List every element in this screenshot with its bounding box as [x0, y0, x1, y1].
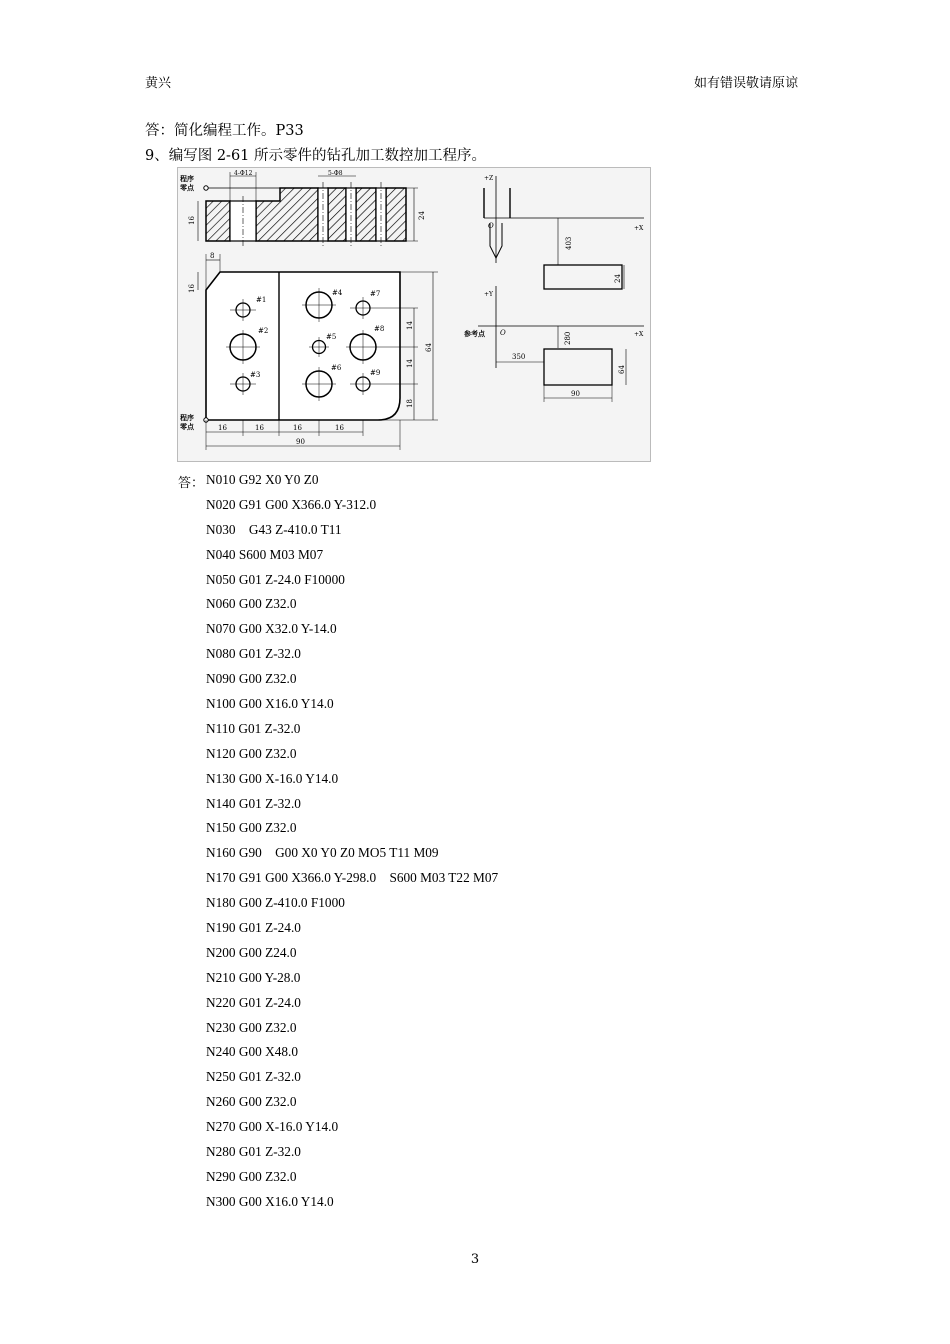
code-line: N050 G01 Z-24.0 F10000 [206, 571, 345, 587]
dim-14-b: 14 [406, 359, 414, 368]
dim-w4: 16 [335, 424, 344, 432]
page-number: 3 [470, 1252, 480, 1267]
code-line: N170 G91 G00 X366.0 Y-298.0 S600 M03 T22 M07 [206, 870, 499, 886]
dim-90-side: 90 [571, 390, 580, 398]
axis-plus-y: +Y [484, 291, 493, 298]
code-line: N290 G00 Z32.0 [206, 1168, 297, 1184]
dim-w1: 16 [218, 424, 227, 432]
code-line: N080 G01 Z-32.0 [206, 646, 301, 662]
xy-coordinate-view [478, 286, 644, 402]
dim-24-side: 24 [614, 274, 622, 283]
dim-90: 90 [296, 438, 305, 446]
code-line: N150 G00 Z32.0 [206, 820, 297, 836]
code-line: N220 G01 Z-24.0 [206, 994, 301, 1010]
dim-24-top: 24 [418, 211, 426, 220]
hole-7-label: #7 [370, 290, 381, 298]
hole-4-label: #4 [332, 289, 343, 297]
code-line: N060 G00 Z32.0 [206, 596, 297, 612]
dim-403: 403 [565, 236, 573, 250]
dim-16-chamfer: 16 [188, 284, 196, 293]
dim-4-phi12: 4-Φ12 [234, 170, 253, 177]
origin-tag-top: 程序 [180, 174, 194, 183]
code-line: N090 G00 Z32.0 [206, 671, 297, 687]
answer-prefix: 答： [178, 476, 205, 491]
code-line: N280 G01 Z-32.0 [206, 1144, 301, 1160]
hole-6-label: #6 [331, 364, 342, 372]
hole-8-label: #8 [374, 325, 385, 333]
code-line: N020 G91 G00 X366.0 Y-312.0 [206, 496, 377, 512]
code-line: N040 S600 M03 M07 [206, 546, 324, 562]
origin-o-2: O [500, 329, 506, 337]
hole-2-label: #2 [258, 327, 269, 335]
origin-o: O [488, 222, 494, 230]
code-line: N210 G00 Y-28.0 [206, 969, 301, 985]
code-line: N070 G00 X32.0 Y-14.0 [206, 621, 337, 637]
zx-coordinate-view [484, 176, 644, 289]
code-line: N250 G01 Z-32.0 [206, 1069, 301, 1085]
hole-1-label: #1 [256, 296, 267, 304]
nc-program-listing [206, 472, 498, 1219]
code-line: N240 G00 X48.0 [206, 1044, 298, 1060]
hole-3-label: #3 [250, 371, 261, 379]
dim-64: 64 [425, 343, 433, 352]
dim-w2: 16 [255, 424, 264, 432]
header-author: 黄兴 [145, 76, 172, 91]
dim-18: 18 [406, 399, 414, 408]
question-9: 9、编写图 2-61 所示零件的钻孔加工数控加工程序。 [145, 148, 487, 164]
origin-tag-front-2: 零点 [180, 422, 194, 431]
code-line: N010 G92 X0 Y0 Z0 [206, 472, 319, 487]
axis-plus-z: +Z [484, 175, 494, 182]
dim-16-top: 16 [188, 216, 196, 225]
code-line: N300 G00 X16.0 Y14.0 [206, 1193, 334, 1209]
dim-8: 8 [210, 252, 215, 260]
dim-64-side: 64 [618, 365, 626, 374]
axis-plus-x-2: +X [634, 331, 644, 338]
code-line: N180 G00 Z-410.0 F1000 [206, 895, 345, 911]
dim-280: 280 [564, 331, 572, 345]
dim-14-a: 14 [406, 321, 414, 330]
code-line: N190 G01 Z-24.0 [206, 920, 301, 936]
code-line: N110 G01 Z-32.0 [206, 720, 301, 736]
origin-tag-top-2: 零点 [180, 183, 194, 192]
hole-9-label: #9 [370, 369, 381, 377]
code-line: N140 G01 Z-32.0 [206, 795, 301, 811]
code-line: N130 G00 X-16.0 Y14.0 [206, 770, 339, 786]
hole-5-label: #5 [326, 333, 337, 341]
axis-plus-x: +X [634, 225, 644, 232]
code-line: N270 G00 X-16.0 Y14.0 [206, 1119, 339, 1135]
header-note: 如有错误敬请原谅 [693, 76, 798, 91]
code-line: N120 G00 Z32.0 [206, 745, 297, 761]
code-line: N230 G00 Z32.0 [206, 1019, 297, 1035]
drilling-part-figure [177, 167, 651, 462]
dim-350: 350 [512, 353, 526, 361]
plan-view [198, 254, 438, 450]
code-line: N200 G00 Z24.0 [206, 944, 297, 960]
ref-point-label: 参考点 [464, 329, 485, 338]
dim-5-phi8: 5-Φ8 [328, 170, 343, 177]
code-line: N030 G43 Z-410.0 T11 [206, 521, 342, 537]
code-line: N100 G00 X16.0 Y14.0 [206, 696, 334, 712]
code-line: N160 G90 G00 X0 Y0 Z0 MO5 T11 M09 [206, 845, 439, 861]
dim-w3: 16 [293, 424, 302, 432]
answer-8: 答：简化编程工作。P33 [145, 123, 304, 139]
section-view [198, 172, 418, 246]
origin-tag-front: 程序 [180, 413, 194, 422]
code-line: N260 G00 Z32.0 [206, 1094, 297, 1110]
